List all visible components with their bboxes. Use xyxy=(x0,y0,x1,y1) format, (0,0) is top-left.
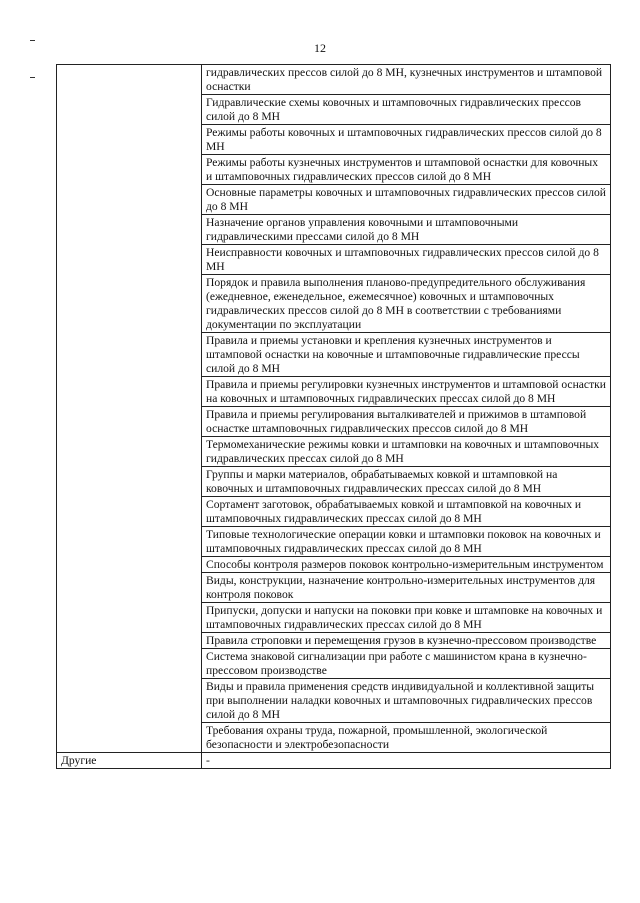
knowledge-item-cell: Порядок и правила выполнения планово-предупредительного обслуживания (ежедневное, еженедельное, ежемесячное) ковочных и штамповочных гидравлических прессов силой до 8 МН в соответствии с требованиями документации по эксплуатации xyxy=(202,275,611,333)
knowledge-item-cell: Требования охраны труда, пожарной, промышленной, экологической безопасности и электробезопасности xyxy=(202,723,611,753)
margin-mark-bottom xyxy=(30,77,35,78)
knowledge-item-cell: Группы и марки материалов, обрабатываемых ковкой и штамповкой на ковочных и штамповочных гидравлических прессах силой до 8 МН xyxy=(202,467,611,497)
knowledge-item-cell: Правила и приемы установки и крепления кузнечных инструментов и штамповой оснастки на ковочные и штамповочные гидравлические прессы силой до 8 МН xyxy=(202,333,611,377)
table-row-other xyxy=(57,753,611,769)
knowledge-table xyxy=(56,64,611,769)
knowledge-item-cell: Основные параметры ковочных и штамповочных гидравлических прессов силой до 8 МН xyxy=(202,185,611,215)
page-number: 12 xyxy=(314,41,326,55)
knowledge-item-cell: Сортамент заготовок, обрабатываемых ковкой и штамповкой на ковочных и штамповочных гидравлических прессах силой до 8 МН xyxy=(202,497,611,527)
knowledge-item-cell: Назначение органов управления ковочными и штамповочными гидравлическими прессами силой до 8 МН xyxy=(202,215,611,245)
knowledge-item-cell: Виды и правила применения средств индивидуальной и коллективной защиты при выполнении наладки ковочных и штамповочных гидравлических прессов силой до 8 МН xyxy=(202,679,611,723)
knowledge-item-cell: Система знаковой сигнализации при работе с машинистом крана в кузнечно-прессовом производстве xyxy=(202,649,611,679)
knowledge-item-cell: Правила и приемы регулировки кузнечных инструментов и штамповой оснастки на ковочных и штамповочных гидравлических прессах силой до 8 МН xyxy=(202,377,611,407)
knowledge-item-cell: Виды, конструкции, назначение контрольно-измерительных инструментов для контроля поковок xyxy=(202,573,611,603)
other-value-cell: - xyxy=(202,753,611,769)
margin-mark-top xyxy=(30,40,35,41)
knowledge-item-cell: гидравлических прессов силой до 8 МН, кузнечных инструментов и штамповой оснастки xyxy=(202,65,611,95)
table-row-knowledge xyxy=(57,65,611,95)
knowledge-table-body xyxy=(57,65,611,769)
empty-label-cell xyxy=(57,65,202,753)
knowledge-item-cell: Способы контроля размеров поковок контрольно-измерительным инструментом xyxy=(202,557,611,573)
knowledge-item-cell: Термомеханические режимы ковки и штамповки на ковочных и штамповочных гидравлических прессах силой до 8 МН xyxy=(202,437,611,467)
knowledge-item-cell: Припуски, допуски и напуски на поковки при ковке и штамповке на ковочных и штамповочных гидравлических прессах силой до 8 МН xyxy=(202,603,611,633)
other-label-cell: Другие xyxy=(57,753,202,769)
knowledge-item-cell: Правила и приемы регулирования выталкивателей и прижимов в штамповой оснастке штамповочных гидравлических прессов силой до 8 МН xyxy=(202,407,611,437)
knowledge-item-cell: Гидравлические схемы ковочных и штамповочных гидравлических прессов силой до 8 МН xyxy=(202,95,611,125)
knowledge-item-cell: Режимы работы ковочных и штамповочных гидравлических прессов силой до 8 МН xyxy=(202,125,611,155)
knowledge-item-cell: Режимы работы кузнечных инструментов и штамповой оснастки для ковочных и штамповочных гидравлических прессов силой до 8 МН xyxy=(202,155,611,185)
knowledge-item-cell: Типовые технологические операции ковки и штамповки поковок на ковочных и штамповочных гидравлических прессах силой до 8 МН xyxy=(202,527,611,557)
knowledge-item-cell: Неисправности ковочных и штамповочных гидравлических прессов силой до 8 МН xyxy=(202,245,611,275)
knowledge-item-cell: Правила строповки и перемещения грузов в кузнечно-прессовом производстве xyxy=(202,633,611,649)
